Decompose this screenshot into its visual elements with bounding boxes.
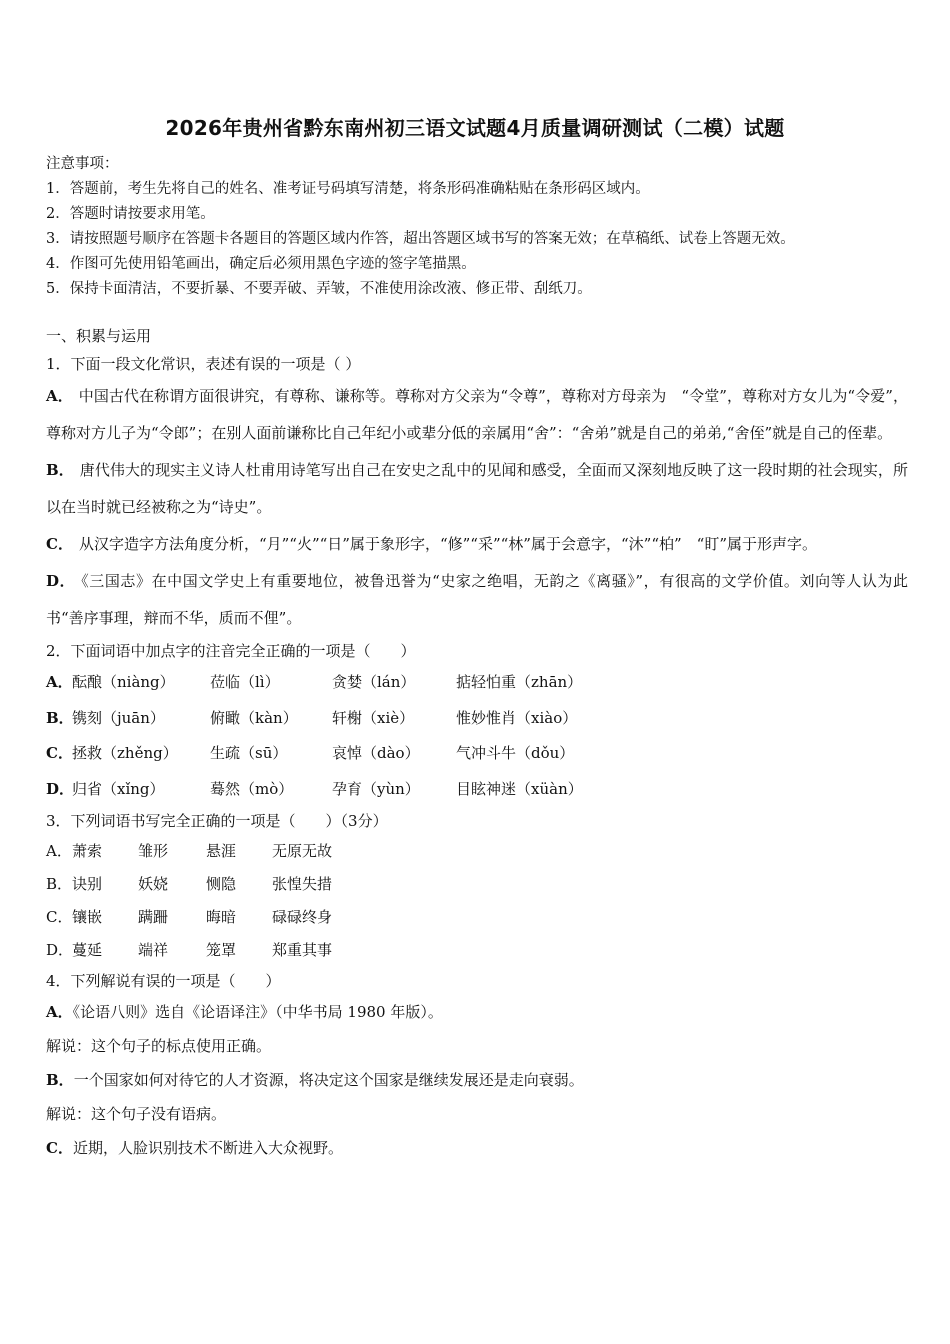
option-label: C．: [46, 744, 73, 762]
q4-option-c: [46, 1131, 908, 1165]
option-word: 莅临（lì）: [210, 673, 280, 691]
q1-option-a: [46, 378, 908, 452]
option-text: 一个国家如何对待它的人才资源，将决定这个国家是继续发展还是走向衰弱。: [73, 1071, 584, 1089]
option-label: B．: [46, 461, 74, 479]
question-3-stem: 3．下列词语书写完全正确的一项是（ ）（3分）: [46, 812, 388, 830]
q4-option-a: [46, 995, 908, 1029]
option-word: 蔓延: [72, 941, 103, 959]
option-word: 晦暗: [206, 908, 237, 926]
option-text: 《三国志》在中国文学史上有重要地位，被鲁迅誉为“史家之绝唱，无韵之《离骚》”，有很高的文学价值。刘向等人认为此书“善序事理，辩而不华，质而不俚”。: [46, 572, 909, 627]
notice-item: 5．保持卡面清洁，不要折暴、不要弄破、弄皱，不准使用涂改液、修正带、刮纸刀。: [46, 281, 592, 297]
q4-explanation: [46, 1097, 908, 1131]
q1-option-b: [46, 452, 908, 526]
explanation-text: 解说：这个句子没有语病。: [46, 1105, 227, 1123]
option-label: C．: [46, 535, 73, 553]
option-word: 端祥: [138, 941, 169, 959]
option-word: 拯救（zhěng）: [72, 744, 178, 762]
q2-option-a: [46, 665, 908, 701]
option-text: 《论语八则》选自《论语译注》（中华书局 1980 年版）。: [72, 1003, 443, 1021]
option-word: 笼罩: [206, 941, 237, 959]
q3-option-a: [46, 835, 908, 868]
notice-section: [46, 152, 926, 302]
notice-item: 2．答题时请按要求用笔。: [46, 206, 215, 222]
option-word: 蹒跚: [138, 908, 169, 926]
option-word: 恻隐: [206, 875, 237, 893]
question-content: [46, 322, 908, 1165]
option-word: 孕育（yùn）: [332, 779, 420, 798]
question-2-stem: 2．下面词语中加点字的注音完全正确的一项是（ ）: [46, 642, 416, 660]
option-word: 轩榭（xiè）: [332, 708, 415, 727]
notice-heading: 注意事项：: [46, 156, 119, 172]
option-label: D．: [46, 572, 76, 590]
section-heading: 一、积累与运用: [46, 327, 152, 345]
notice-item: 4．作图可先使用铅笔画出，确定后必须用黑色字迹的签字笔描黑。: [46, 256, 476, 272]
option-word: 碌碌终身: [272, 908, 333, 926]
option-word: 气冲斗牛（dǒu）: [456, 744, 575, 762]
option-word: 镌刻（juān）: [72, 708, 165, 727]
q1-option-c: [46, 526, 908, 563]
q4-explanation: [46, 1029, 908, 1063]
option-word: 悬涯: [206, 842, 237, 860]
option-label: A．: [46, 842, 72, 860]
option-label: A．: [46, 1003, 73, 1021]
option-word: 贪婪（lán）: [332, 673, 416, 691]
option-word: 蓦然（mò）: [210, 779, 294, 798]
q2-option-b: [46, 701, 908, 737]
option-word: 惟妙惟肖（xiào）: [456, 708, 578, 727]
option-label: B．: [46, 875, 73, 893]
q3-option-b: [46, 868, 908, 901]
option-word: 诀别: [72, 875, 103, 893]
q1-option-d: [46, 563, 908, 637]
option-word: 郑重其事: [272, 941, 333, 959]
option-word: 目眩神迷（xüàn）: [456, 779, 583, 798]
option-label: A．: [46, 387, 73, 405]
q3-option-d: [46, 934, 908, 967]
option-label: B．: [46, 1071, 74, 1089]
q2-option-c: [46, 736, 908, 772]
option-label: C．: [46, 1139, 73, 1157]
option-word: 雏形: [138, 842, 169, 860]
q4-option-b: [46, 1063, 908, 1097]
option-word: 妖娆: [138, 875, 169, 893]
option-word: 张惶失措: [272, 875, 333, 893]
notice-item: 1．答题前，考生先将自己的姓名、准考证号码填写清楚，将条形码准确粘贴在条形码区域内。: [46, 181, 650, 197]
option-word: 归省（xǐng）: [72, 779, 165, 798]
option-text: 唐代伟大的现实主义诗人杜甫用诗笔写出自己在安史之乱中的见闻和感受，全面而又深刻地反映了这一段时期的社会现实，所以在当时就已经被称之为“诗史”。: [46, 461, 908, 516]
option-word: 生疏（sū）: [210, 744, 288, 762]
option-label: B．: [46, 708, 74, 727]
option-word: 哀悼（dào）: [332, 744, 420, 762]
option-word: 俯瞰（kàn）: [210, 708, 298, 727]
option-word: 酝酿（niàng）: [72, 673, 175, 691]
option-label: D．: [46, 779, 75, 798]
option-text: 从汉字造字方法角度分析，“月”“火”“日”属于象形字，“修”“采”“林”属于会意字，“沐”“柏” “盯”属于形声字。: [78, 535, 817, 553]
option-label: A．: [46, 673, 73, 691]
option-label: D．: [46, 941, 74, 959]
option-word: 无原无故: [272, 842, 333, 860]
option-text: 中国古代在称谓方面很讲究，有尊称、谦称等。尊称对方父亲为“令尊”，尊称对方母亲为 “令堂”，尊称对方女儿为“令爱”，尊称对方儿子为“令郎”；在别人面前谦称比自己年纪小或辈分低的亲属用“舍”：“舍弟”就是自己的弟弟,“舍侄”就是自己的侄辈。: [46, 387, 908, 442]
notice-item: 3．请按照题号顺序在答题卡各题目的答题区域内作答，超出答题区域书写的答案无效；在草稿纸、试卷上答题无效。: [46, 231, 795, 247]
option-label: C．: [46, 908, 73, 926]
question-1-stem: 1．下面一段文化常识，表述有误的一项是（ ）: [46, 355, 361, 373]
explanation-text: 解说：这个句子的标点使用正确。: [46, 1037, 272, 1055]
page-title: 2026年贵州省黔东南州初三语文试题4月质量调研测试（二模）试题: [165, 116, 785, 140]
q2-option-d: [46, 772, 908, 808]
option-word: 萧索: [72, 842, 103, 860]
question-4-stem: 4．下列解说有误的一项是（ ）: [46, 972, 281, 990]
q3-option-c: [46, 901, 908, 934]
option-text: 近期，人脸识别技术不断进入大众视野。: [72, 1139, 343, 1157]
option-word: 镶嵌: [72, 908, 103, 926]
option-word: 掂轻怕重（zhān）: [456, 673, 583, 691]
